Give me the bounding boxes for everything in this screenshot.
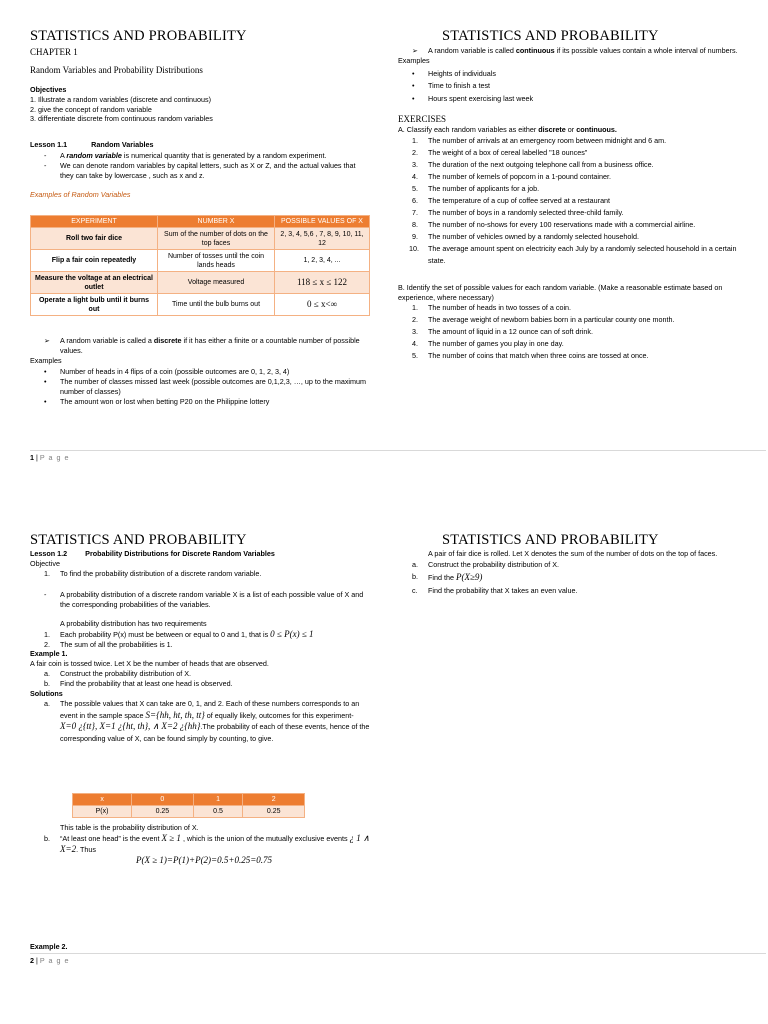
list-item: c. Find the probability that X takes an even value. [412,585,578,595]
page1-right-column [398,28,740,362]
chapter-label: CHAPTER 1 [30,47,78,57]
list-item: 3. The duration of the next outgoing telephone call from a business office. [412,159,654,169]
list-item: a. The possible values that X can take are 0, 1, and 2. Each of these numbers corresponds to an event in the sample space S={hh, ht, th, tt} of equally likely, outcomes for this experiment- X=0 ¿{tt}, X=1 ¿{ht, th}, ∧ X=2 ¿{hh}.The probability of each of these events, hence of the corresponding value of X, can be found simply by counting, to give. [44,699,370,743]
page-title: STATISTICS AND PROBABILITY [30,28,247,44]
lesson-heading [30,140,370,150]
page-title: STATISTICS AND PROBABILITY [30,532,247,548]
example-label: Example 2. [30,942,68,951]
list-item: 9. The number of vehicles owned by a randomly selected household. [412,231,639,241]
math-expression: 0 ≤ P(x) ≤ 1 [270,628,314,639]
list-item: • Number of heads in 4 flips of a coin (possible outcomes are 0, 1, 2, 3, 4) [44,367,290,377]
list-item: 5. The number of applicants for a job. [412,183,540,193]
page1-left-lower [30,336,370,407]
example-label: Example 1. [30,649,68,659]
list-item: • Time to finish a test [412,81,491,91]
list-item: 1. The number of heads in two tosses of a coin. [412,303,572,313]
list-item: • Hours spent exercising last week [412,93,534,103]
examples-label: Examples [398,55,430,65]
table-row: Measure the voltage at an electrical outlet Voltage measured 118 ≤ x ≤ 122 [31,272,370,294]
lesson-number: Lesson 1.2 [30,549,68,558]
page-number: 2 | P a g e [30,956,70,965]
exercise-a-intro: A. Classify each random variables as either discrete or continuous. [398,125,617,135]
list-item: • Heights of individuals [412,68,496,78]
chapter-subtitle: Random Variables and Probability Distributions [30,65,203,75]
list-item: 1. The number of arrivals at an emergency room between midnight and 6 am. [412,135,667,145]
page-footer-divider [30,953,766,954]
list-item: 2. The average weight of newborn babies born in a particular county one month. [412,315,675,325]
list-item: 3. The amount of liquid in a 12 ounce can of soft drink. [412,327,594,337]
list-item: - A probability distribution of a discrete random variable X is a list of each possible value of X and the corresponding probabilities of the variables. [44,590,364,610]
page1-left-column [30,28,370,200]
exercise-a-list [409,135,740,267]
exercise-b-intro: B. Identify the set of possible values for each random variable. (Make a reasonable estimate based on experience, where necessary) [398,282,723,302]
table-header: 0 [132,794,193,806]
probability-distribution-table [72,793,305,818]
list-item: - We can denote random variables by capital letters, such as X or Z, and the actual values that they can take by lowercase , such as x and z. [44,160,356,180]
lesson-title: Probability Distributions for Discrete Random Variables [85,549,275,558]
lesson-heading [30,549,370,559]
solutions-label: Solutions [30,688,63,698]
list-item: 4. The number of kernels of popcorn in a 1-pound container. [412,171,611,181]
list-item: • The amount won or lost when betting P20 on the Philippine lottery [44,396,270,406]
list-item: 5. The number of coins that match when three coins are tossed at once. [412,351,649,361]
table-row: Operate a light bulb until it burns out Time until the bulb burns out 0 ≤ x<∞ [31,294,370,316]
table-header: NUMBER X [158,216,275,228]
page-title: STATISTICS AND PROBABILITY [442,28,659,44]
example-text: A fair coin is tossed twice. Let X be the number of heads that are observed. [30,659,269,669]
problem-intro: A pair of fair dice is rolled. Let X denotes the sum of the number of dots on the top of faces. [428,549,718,558]
table-header: 1 [193,794,243,806]
objective-item: 1. Illustrate a random variables (discrete and continuous) [30,94,211,104]
objectives-heading: Objectives [30,85,67,94]
list-item: • The number of classes missed last week (possible outcomes are 0,1,2,3, …, up to the maximum number of classes) [44,377,367,396]
list-item: b. Find the probability that at least one head is observed. [44,678,233,688]
table-caption: Examples of Random Variables [30,190,131,200]
list-item: b. Find the P(X≥9) [412,572,483,583]
list-item: 8. The number of no-shows for every 100 reservations made with a commercial airline. [412,219,696,229]
page-number: 1 | P a g e [30,453,70,462]
table-header: POSSIBLE VALUES OF X [275,216,370,228]
list-item: 1. Each probability P(x) must be between or equal to 0 and 1, that is 0 ≤ P(x) ≤ 1 [44,628,314,639]
objective-label: Objective [30,558,60,568]
math-expression: P(X ≥ 1)=P(1)+P(2)=0.5+0.25=0.75 [136,854,273,865]
table-header: EXPERIMENT [31,216,158,228]
list-item: ➢ A random variable is called continuous if its possible values contain a whole interval of numbers. [412,46,738,55]
list-item: 10. The average amount spent on electricity each July by a randomly selected household in a certain state. [409,243,737,265]
objective-item: 3. differentiate discrete from continuous random variables [30,114,213,124]
list-item: b. “At least one head” is the event X ≥ 1 , which is the union of the mutually exclusive events ¿ 1 ∧ X=2. Thus [44,832,370,854]
list-item: a. Construct the probability distribution of X. [412,559,560,569]
list-item: 1. To find the probability distribution of a discrete random variable. [44,568,262,578]
exercises-heading: EXERCISES [398,114,447,125]
list-item: - A random variable is numerical quantity that is generated by a random experiment. [44,150,327,160]
objective-item: 2. give the concept of random variable [30,104,152,114]
page-title: STATISTICS AND PROBABILITY [442,532,659,548]
list-item: 2. The sum of all the probabilities is 1. [44,639,173,649]
lesson-number: Lesson 1.1 [30,140,68,150]
math-expression: P(X≥9) [455,572,483,583]
table-row: P(x) 0.25 0.5 0.25 [73,806,305,818]
list-item: 6. The temperature of a cup of coffee served at a restaurant [412,195,611,205]
list-item: a. Construct the probability distribution of X. [44,668,192,678]
list-item: 2. The weight of a box of cereal labelled "18 ounces" [412,147,588,157]
table-header: x [73,794,132,806]
table-header: 2 [243,794,305,806]
examples-label: Examples [30,355,62,365]
page2-right-column [398,532,740,597]
page-footer-divider [30,450,766,451]
page2-left-lower [30,823,370,866]
list-item: 4. The number of games you play in one day. [412,339,564,349]
table-row: Flip a fair coin repeatedly Number of tosses until the coin lands heads 1, 2, 3, 4, ... [31,250,370,272]
lesson-title: Random Variables [91,140,154,150]
table-note: This table is the probability distribution of X. [60,823,199,832]
page2-left-column [30,532,370,744]
table-row: Roll two fair dice Sum of the number of dots on the top faces 2, 3, 4, 5,6 , 7, 8, 9, 10, 11, 12 [31,228,370,250]
random-variables-table [30,215,370,316]
list-item: 7. The number of boys in a randomly selected three-child family. [412,207,624,217]
list-item: ➢ A random variable is called a discrete if it has either a finite or a countable number of possible values. [44,336,360,355]
exercise-b-list [412,302,740,362]
requirements-intro: A probability distribution has two requirements [60,618,207,628]
